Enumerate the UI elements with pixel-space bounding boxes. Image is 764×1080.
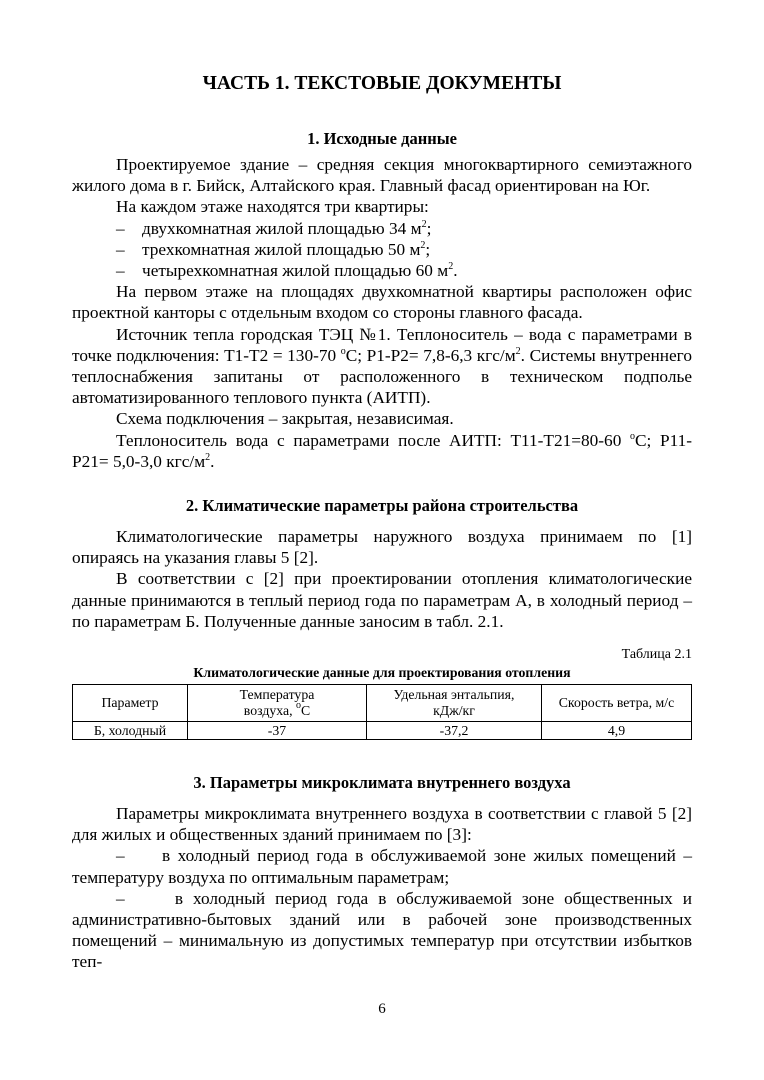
section-3 [72, 772, 692, 973]
s2-paragraph-1: Климатологические параметры наружного воздуха принимаем по [1] опираясь на указания главы 5 [2]. [72, 527, 692, 568]
table-header-row [73, 685, 692, 722]
section-2-heading: 2. Климатические параметры района строительства [185, 496, 579, 515]
table-title: Климатологические данные для проектирования отопления [193, 665, 571, 680]
s2-paragraph-2: В соответствии с [2] при проектировании отопления климатологические данные принимаются в теплый период года по параметрам А, в холодный период – по параметрам Б. Полученные данные заносим в табл. 2.1. [72, 569, 692, 631]
s3-list-item: – в холодный период года в обслуживаемой зоне общественных и административно-бытовых зданий или в рабочей зоне производственных помещений – минимальную из допустимых температур при отсутствии избытков теп- [72, 888, 692, 972]
section-3-heading: 3. Параметры микроклимата внутреннего воздуха [193, 773, 571, 792]
table-cell: -37,2 [367, 722, 542, 740]
s1-paragraph-2: На каждом этаже находятся три квартиры: [116, 197, 429, 217]
s1-paragraph-1: Проектируемое здание – средняя секция многоквартирного семиэтажного жилого дома в г. Бийск, Алтайского края. Главный фасад ориентирован на Юг. [72, 155, 692, 196]
s1-paragraph-4: Источник тепла городская ТЭЦ №1. Теплоноситель – вода с параметрами в точке подключения: Т1-Т2 = 130-70 $^o$С; Р1-Р2= 7,8-6,3 кгс/$м^2$. Системы внутреннего теплоснабжения запитаны от расположенного в техническом подполье автоматизированного теплового пункта (АИТП). [72, 324, 692, 408]
s3-list-item: – в холодный период года в обслуживаемой зоне жилых помещений – температуру воздуха по оптимальным параметрам; [72, 846, 692, 887]
s1-paragraph-3: На первом этаже на площадях двухкомнатной квартиры расположен офис проектной канторы с отдельным входом со стороны главного фасада. [72, 282, 692, 323]
section-1 [72, 128, 692, 472]
page-number: 6 [378, 1001, 386, 1017]
s1-list-item: – двухкомнатная жилой площадью 34 $м^2$; [116, 218, 432, 238]
part-title: ЧАСТЬ 1. ТЕКСТОВЫЕ ДОКУМЕНТЫ [202, 73, 562, 94]
table-header-cell: Удельная энтальпия, кДж/кг [367, 685, 542, 722]
table-cell: -37 [188, 722, 367, 740]
table-caption [72, 646, 692, 682]
s1-paragraph-5: Схема подключения – закрытая, независимая. [116, 409, 454, 429]
climate-table [72, 684, 692, 740]
table-header-cell: Температура воздуха, $^о$С [188, 685, 367, 722]
s3-paragraph-1: Параметры микроклимата внутреннего воздуха в соответствии с главой 5 [2] для жилых и общественных зданий принимаем по [3]: [72, 804, 692, 845]
table-header-cell: Скорость ветра, м/с [542, 685, 692, 722]
table-cell: 4,9 [542, 722, 692, 740]
section-2 [72, 495, 692, 632]
table-row [73, 722, 692, 740]
table-cell: Б, холодный [73, 722, 188, 740]
s1-paragraph-6: Теплоноситель вода с параметрами после АИТП: Т11-Т21=80-60 $^o$С; Р11-Р21= 5,0-3,0 кгс/$м^2$. [72, 430, 692, 471]
section-1-heading: 1. Исходные данные [307, 129, 457, 148]
s1-list-item: – четырехкомнатная жилой площадью 60 $м^2$. [116, 261, 458, 281]
table-header-cell: Параметр [73, 685, 188, 722]
s1-list-item: – трехкомнатная жилой площадью 50 $м^2$; [116, 239, 431, 259]
table-number: Таблица 2.1 [621, 647, 692, 662]
